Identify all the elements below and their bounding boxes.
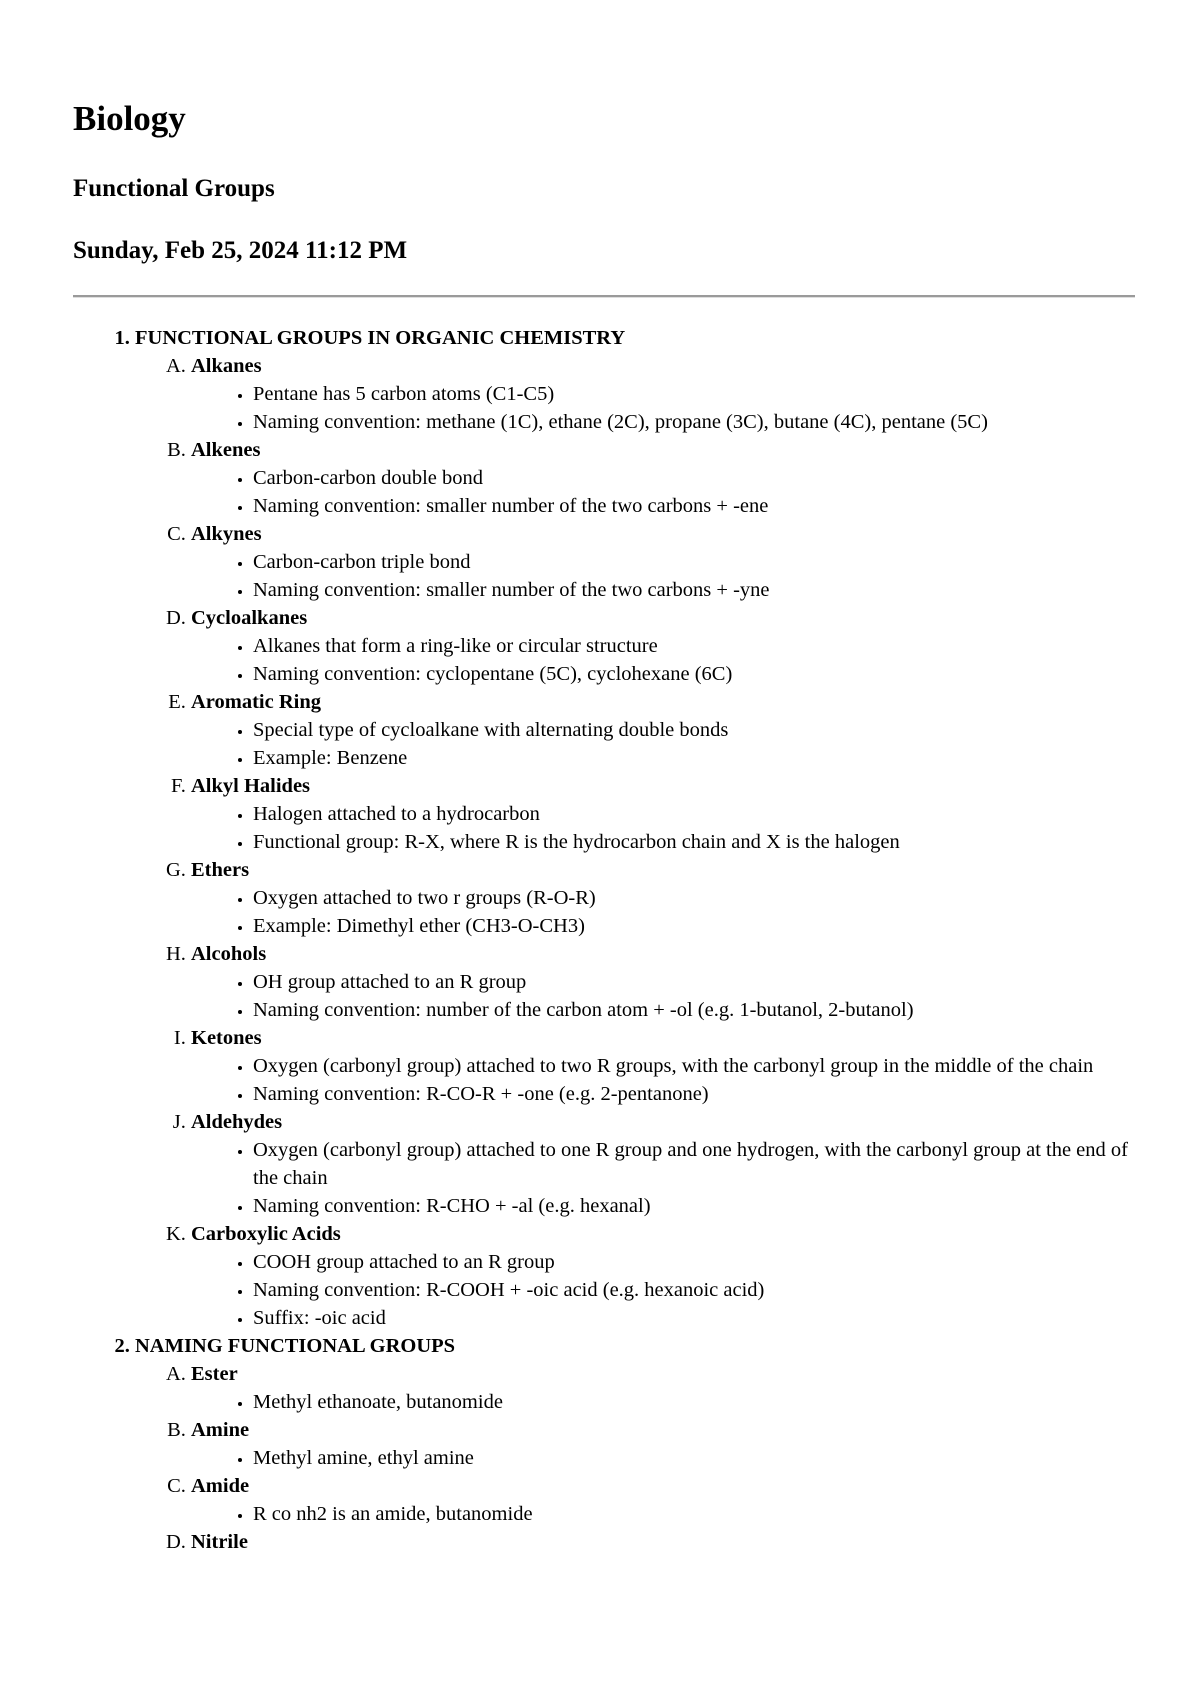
- term-label: Alkynes: [191, 523, 262, 545]
- bullet-list: [191, 464, 1153, 520]
- bullet-list: [191, 1248, 1153, 1332]
- bullet-item: • Naming convention: R-CO-R + -one (e.g. 2-pentanone): [253, 1080, 1153, 1108]
- term-label: Carboxylic Acids: [191, 1223, 341, 1245]
- term-label: Amine: [191, 1419, 250, 1441]
- bullet-item: • Naming convention: methane (1C), ethane (2C), propane (3C), butane (4C), pentane (5C): [253, 408, 1153, 436]
- term-label: Cycloalkanes: [191, 607, 308, 629]
- list-item: [191, 856, 1153, 940]
- bullet-list: [191, 1136, 1153, 1220]
- list-item: [191, 772, 1153, 856]
- bullet-item: • Naming convention: R-COOH + -oic acid (e.g. hexanoic acid): [253, 1276, 1153, 1304]
- group-items: [135, 1360, 1153, 1556]
- term-label: Aromatic Ring: [191, 691, 322, 713]
- list-item: [191, 520, 1153, 604]
- list-item: [191, 1108, 1153, 1220]
- term-label: Amide: [191, 1475, 250, 1497]
- bullet-item: • Suffix: -oic acid: [253, 1304, 1153, 1332]
- list-item: [191, 1528, 1153, 1556]
- bullet-item: • COOH group attached to an R group: [253, 1248, 1153, 1276]
- term-label: Ester: [191, 1363, 238, 1385]
- list-item: [191, 436, 1153, 520]
- bullet-item: • Methyl ethanoate, butanomide: [253, 1388, 1153, 1416]
- bullet-item: • R co nh2 is an amide, butanomide: [253, 1500, 1153, 1528]
- bullet-item: • Oxygen (carbonyl group) attached to one R group and one hydrogen, with the carbonyl group at the end of the chain: [253, 1136, 1153, 1192]
- bullet-item: • Carbon-carbon double bond: [253, 464, 1153, 492]
- bullet-list: [191, 968, 1153, 1024]
- bullet-item: • Alkanes that form a ring-like or circular structure: [253, 632, 1153, 660]
- term-label: Alkenes: [191, 439, 261, 461]
- bullet-item: • Functional group: R-X, where R is the hydrocarbon chain and X is the halogen: [253, 828, 1153, 856]
- note-datetime: Sunday, Feb 25, 2024 11:12 PM: [73, 237, 408, 264]
- section-title: Functional Groups: [73, 175, 275, 202]
- list-item: [191, 1024, 1153, 1108]
- list-item: [191, 604, 1153, 688]
- bullet-list: [191, 1500, 1153, 1528]
- bullet-item: • Naming convention: smaller number of the two carbons + -ene: [253, 492, 1153, 520]
- bullet-item: • Example: Dimethyl ether (CH3-O-CH3): [253, 912, 1153, 940]
- bullet-list: [191, 800, 1153, 856]
- term-label: Aldehydes: [191, 1111, 283, 1133]
- bullet-item: • Naming convention: smaller number of the two carbons + -yne: [253, 576, 1153, 604]
- bullet-list: [191, 380, 1153, 436]
- term-label: Alkyl Halides: [191, 775, 311, 797]
- bullet-list: [191, 1052, 1153, 1108]
- list-item: [191, 940, 1153, 1024]
- notebook-title: Biology: [73, 99, 186, 138]
- bullet-list: [191, 716, 1153, 772]
- bullet-item: • Naming convention: cyclopentane (5C), cyclohexane (6C): [253, 660, 1153, 688]
- group-items: [135, 352, 1153, 1332]
- term-label: Ketones: [191, 1027, 262, 1049]
- term-label: Alcohols: [191, 943, 267, 965]
- list-item: [191, 1472, 1153, 1528]
- bullet-list: [191, 548, 1153, 604]
- bullet-list: [191, 884, 1153, 940]
- group-title: NAMING FUNCTIONAL GROUPS: [135, 1335, 456, 1357]
- list-item: [191, 1220, 1153, 1332]
- bullet-item: • Methyl amine, ethyl amine: [253, 1444, 1153, 1472]
- note-body: [73, 324, 1153, 1556]
- list-item: [191, 352, 1153, 436]
- list-item: [191, 1416, 1153, 1472]
- bullet-item: • Oxygen attached to two r groups (R-O-R): [253, 884, 1153, 912]
- outline-list: [73, 324, 1153, 1556]
- outline-group: [135, 1332, 1153, 1556]
- term-label: Alkanes: [191, 355, 262, 377]
- bullet-item: • OH group attached to an R group: [253, 968, 1153, 996]
- bullet-item: • Naming convention: number of the carbon atom + -ol (e.g. 1-butanol, 2-butanol): [253, 996, 1153, 1024]
- term-label: Ethers: [191, 859, 250, 881]
- bullet-item: • Carbon-carbon triple bond: [253, 548, 1153, 576]
- bullet-list: [191, 632, 1153, 688]
- bullet-item: • Pentane has 5 carbon atoms (C1-C5): [253, 380, 1153, 408]
- header-divider: [73, 295, 1135, 298]
- bullet-item: • Special type of cycloalkane with alternating double bonds: [253, 716, 1153, 744]
- outline-group: [135, 324, 1153, 1332]
- bullet-item: • Oxygen (carbonyl group) attached to two R groups, with the carbonyl group in the middle of the chain: [253, 1052, 1153, 1080]
- bullet-item: • Example: Benzene: [253, 744, 1153, 772]
- list-item: [191, 1360, 1153, 1416]
- bullet-list: [191, 1388, 1153, 1416]
- term-label: Nitrile: [191, 1531, 248, 1553]
- bullet-item: • Naming convention: R-CHO + -al (e.g. hexanal): [253, 1192, 1153, 1220]
- list-item: [191, 688, 1153, 772]
- bullet-list: [191, 1444, 1153, 1472]
- group-title: FUNCTIONAL GROUPS IN ORGANIC CHEMISTRY: [135, 327, 626, 349]
- bullet-item: • Halogen attached to a hydrocarbon: [253, 800, 1153, 828]
